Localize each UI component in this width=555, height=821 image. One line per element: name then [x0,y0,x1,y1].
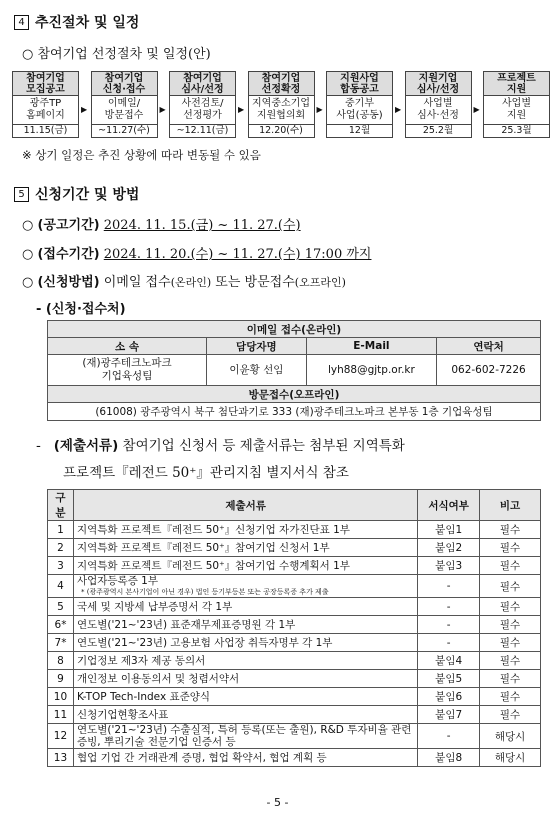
step-description: 사업별 지원 [483,95,550,125]
docs-cell-doc: 사업자등록증 1부 * (광주광역시 본사기업이 아닌 경우) 법인 등기부등본 또는 공장등록증 추가 제출 [73,575,417,598]
arrow-right-icon: ▶ [316,105,323,114]
docs-cell-doc: 연도별('21~'23년) 표준재무제표증명원 각 1부 [73,616,417,634]
step-date: 25.3월 [483,125,550,138]
contact-cell: 062-602-7226 [437,355,541,386]
docs-cell-doc: 연도별('21~'23년) 수출실적, 특허 등록(또는 출원), R&D 투자비율 관련 증빙, 뿌리기술 전문기업 인증서 등 [73,724,417,749]
step-description: 이메일/ 방문접수 [91,95,158,125]
docs-cell-no: 5 [48,598,74,616]
process-flow [12,71,547,139]
docs-cell-note: 해당시 [480,724,541,749]
step-title: 프로젝트 지원 [483,71,550,95]
process-step [326,71,393,138]
docs-cell-note: 필수 [480,598,541,616]
application-period: ○ (접수기간) 2024. 11. 20.(수) ~ 11. 27.(수) 17:00 까지 [22,247,372,262]
docs-cell-no: 2 [48,539,74,557]
contact-header-cell: E-Mail [306,338,436,355]
docs-cell-no: 12 [48,724,74,749]
visit-address: (61008) 광주광역시 북구 첨단과기로 333 (재)광주테크노파크 본부동 1층 기업육성팀 [48,403,541,421]
docs-cell-no: 4 [48,575,74,598]
step-date: ~11.27(수) [91,125,158,138]
process-step [91,71,158,138]
docs-cell-form: 붙임5 [418,670,480,688]
docs-cell-form: - [418,634,480,652]
docs-cell-no: 8 [48,652,74,670]
step-title: 참여기업 심사/선정 [169,71,236,95]
docs-cell-no: 9 [48,670,74,688]
arrow-right-icon: ▶ [81,105,88,114]
process-step [169,71,236,138]
section-number: 5 [14,187,29,202]
process-step [248,71,315,138]
notice-period-value: 2024. 11. 15.(금) ~ 11. 27.(수) [103,218,301,233]
docs-cell-doc: 국세 및 지방세 납부증명서 각 1부 [73,598,417,616]
contact-header-cell: 소 속 [48,338,207,355]
docs-header-cell: 비고 [480,490,541,521]
table-row [48,575,541,598]
application-period-value: 2024. 11. 20.(수) ~ 11. 27.(수) 17:00 까지 [103,247,372,262]
docs-cell-doc: 지역특화 프로젝트『레전드 50⁺』신청기업 자가진단표 1부 [73,521,417,539]
contact-table [47,320,541,421]
docs-cell-note: 필수 [480,539,541,557]
docs-cell-note: 필수 [480,557,541,575]
process-step [405,71,472,138]
submission-office-label: - (신청·접수처) [36,302,126,317]
docs-cell-note: 필수 [480,706,541,724]
section-4-title: 4 추진절차 및 일정 [14,12,139,32]
docs-cell-doc: 지역특화 프로젝트『레전드 50⁺』참여기업 수행계획서 1부 [73,557,417,575]
step-title: 참여기업 모집공고 [12,71,79,95]
application-method: ○ (신청방법) 이메일 접수(온라인) 또는 방문접수(오프라인) [22,275,346,290]
table-row [48,539,541,557]
section-5-title: 5 신청기간 및 방법 [14,184,139,204]
docs-cell-note: 필수 [480,670,541,688]
table-row [48,706,541,724]
docs-cell-no: 11 [48,706,74,724]
docs-cell-note: 해당시 [480,749,541,767]
docs-cell-form: - [418,616,480,634]
docs-cell-note: * (광주광역시 본사기업이 아닌 경우) 법인 등기부등본 또는 공장등록증 추가 제출 [80,588,329,596]
docs-cell-note: 필수 [480,521,541,539]
step-date: 11.15(금) [12,125,79,138]
contact-cell: (재)광주테크노파크 기업육성팀 [48,355,207,386]
docs-cell-doc: 협업 기업 간 거래관계 증명, 협업 확약서, 협업 계획 등 [73,749,417,767]
arrow-right-icon: ▶ [473,105,480,114]
docs-cell-note: 필수 [480,688,541,706]
docs-cell-form: 붙임4 [418,652,480,670]
step-description: 지역중소기업 지원협의회 [248,95,315,125]
arrow-right-icon: ▶ [395,105,402,114]
table-row [48,521,541,539]
contact-email[interactable]: lyh88@gjtp.or.kr [306,355,436,386]
step-date: 25.2월 [405,125,472,138]
docs-cell-doc: 지역특화 프로젝트『레전드 50⁺』참여기업 신청서 1부 [73,539,417,557]
contact-cell: 이윤황 선임 [206,355,306,386]
step-description: 사전검토/ 선정평가 [169,95,236,125]
docs-cell-no: 1 [48,521,74,539]
process-step [483,71,550,138]
table-row [48,634,541,652]
arrow-right-icon: ▶ [238,105,245,114]
docs-header-cell: 제출서류 [73,490,417,521]
docs-header-cell: 구분 [48,490,74,521]
docs-cell-doc: 개인정보 이용동의서 및 청렴서약서 [73,670,417,688]
docs-cell-no: 10 [48,688,74,706]
schedule-note: ※ 상기 일정은 추진 상황에 따라 변동될 수 있음 [22,148,261,162]
docs-cell-form: 붙임6 [418,688,480,706]
docs-cell-note: 필수 [480,616,541,634]
docs-cell-form: 붙임2 [418,539,480,557]
docs-cell-form: - [418,598,480,616]
docs-cell-form: - [418,724,480,749]
docs-cell-form: - [418,575,480,598]
docs-cell-doc: 연도별('21~'23년) 고용보험 사업장 취득자명부 각 1부 [73,634,417,652]
process-step [12,71,79,138]
docs-cell-no: 7* [48,634,74,652]
docs-paragraph-1: - (제출서류) 참여기업 신청서 등 제출서류는 첨부된 지역특화 [36,438,405,454]
step-description: 사업별 심사·선정 [405,95,472,125]
docs-cell-no: 6* [48,616,74,634]
docs-cell-form: 붙임1 [418,521,480,539]
docs-cell-doc: 신청기업현황조사표 [73,706,417,724]
arrow-right-icon: ▶ [159,105,166,114]
docs-cell-form: 붙임8 [418,749,480,767]
docs-paragraph-2: 프로젝트『레전드 50⁺』관리지침 별지서식 참조 [63,465,349,481]
table-row [48,598,541,616]
notice-period: ○ (공고기간) 2024. 11. 15.(금) ~ 11. 27.(수) [22,218,301,233]
step-title: 참여기업 신청·접수 [91,71,158,95]
table-row [48,557,541,575]
table-row [48,652,541,670]
email-header: 이메일 접수(온라인) [48,321,541,338]
docs-cell-form: 붙임7 [418,706,480,724]
step-date: 12월 [326,125,393,138]
docs-cell-form: 붙임3 [418,557,480,575]
step-date: 12.20(수) [248,125,315,138]
docs-cell-note: 필수 [480,652,541,670]
table-row [48,724,541,749]
docs-cell-doc: 기업정보 제3자 제공 동의서 [73,652,417,670]
page-number: - 5 - [266,796,289,809]
contact-header-cell: 연락처 [437,338,541,355]
step-title: 지원기업 심사/선정 [405,71,472,95]
step-description: 광주TP 홈페이지 [12,95,79,125]
docs-header-cell: 서식여부 [418,490,480,521]
table-row [48,749,541,767]
visit-header: 방문접수(오프라인) [48,386,541,403]
step-description: 중기부 사업(공동) [326,95,393,125]
documents-table [47,489,541,767]
table-row [48,616,541,634]
docs-cell-doc: K-TOP Tech-Index 표준양식 [73,688,417,706]
step-title: 참여기업 선정확정 [248,71,315,95]
section-4-subtitle: ○ 참여기업 선정절차 및 일정(안) [22,47,211,62]
table-row [48,670,541,688]
section-number: 4 [14,15,29,30]
docs-cell-no: 3 [48,557,74,575]
contact-header-cell: 담당자명 [206,338,306,355]
docs-cell-note: 필수 [480,575,541,598]
docs-cell-note: 필수 [480,634,541,652]
step-date: ~12.11(금) [169,125,236,138]
docs-cell-no: 13 [48,749,74,767]
table-row [48,688,541,706]
step-title: 지원사업 합동공고 [326,71,393,95]
